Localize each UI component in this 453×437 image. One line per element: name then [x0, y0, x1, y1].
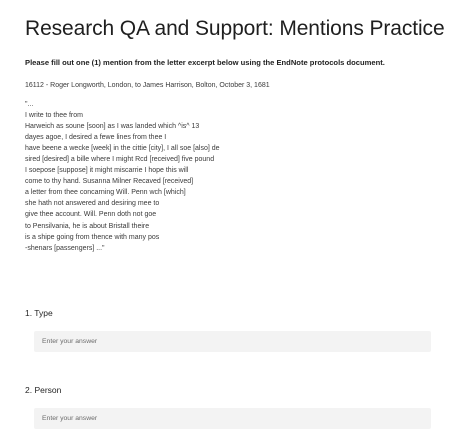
question-1-label: 1. Type: [25, 308, 53, 318]
excerpt-line: have beene a wecke [week] in the cittie [city], I all soe [also] de: [25, 145, 220, 153]
excerpt-line: I soepose [suppose] it might miscarrie I hope this will: [25, 167, 189, 175]
excerpt-line: "...: [25, 101, 34, 108]
excerpt-line: is a shipe going from thence with many pos: [25, 233, 160, 241]
type-answer-input[interactable]: [34, 331, 431, 352]
form-instructions: Please fill out one (1) mention from the letter excerpt below using the EndNote protocols document.: [25, 58, 385, 67]
excerpt-line: I write to thee from: [25, 112, 83, 120]
excerpt-line: to Pensilvania, he is about Bristall theire: [25, 222, 150, 230]
excerpt-line: give thee account. Will. Penn doth not goe: [25, 211, 157, 219]
excerpt-line: come to thy hand. Susanna Milner Recaved [received]: [25, 178, 194, 186]
person-answer-input[interactable]: [34, 408, 431, 429]
question-2-label: 2. Person: [25, 385, 62, 395]
excerpt-line: sired [desired] a bille where I might Rcd [received] five pound: [25, 156, 215, 164]
letter-excerpt: [25, 99, 220, 254]
excerpt-line: Harweich as soune [soon] as I was landed which ^is^ 13: [25, 123, 200, 131]
letter-citation: 16112 - Roger Longworth, London, to James Harrison, Bolton, October 3, 1681: [25, 82, 270, 89]
form-title: Research QA and Support: Mentions Practice: [25, 17, 445, 40]
excerpt-line: a letter from thee concarning Will. Penn wch [which]: [25, 189, 186, 197]
excerpt-line: she hath not answered and desiring mee to: [25, 200, 160, 208]
excerpt-line: dayes agoe, I desired a fewe lines from thee I: [25, 134, 167, 142]
excerpt-line: -shenars [passengers] ...": [25, 244, 105, 252]
